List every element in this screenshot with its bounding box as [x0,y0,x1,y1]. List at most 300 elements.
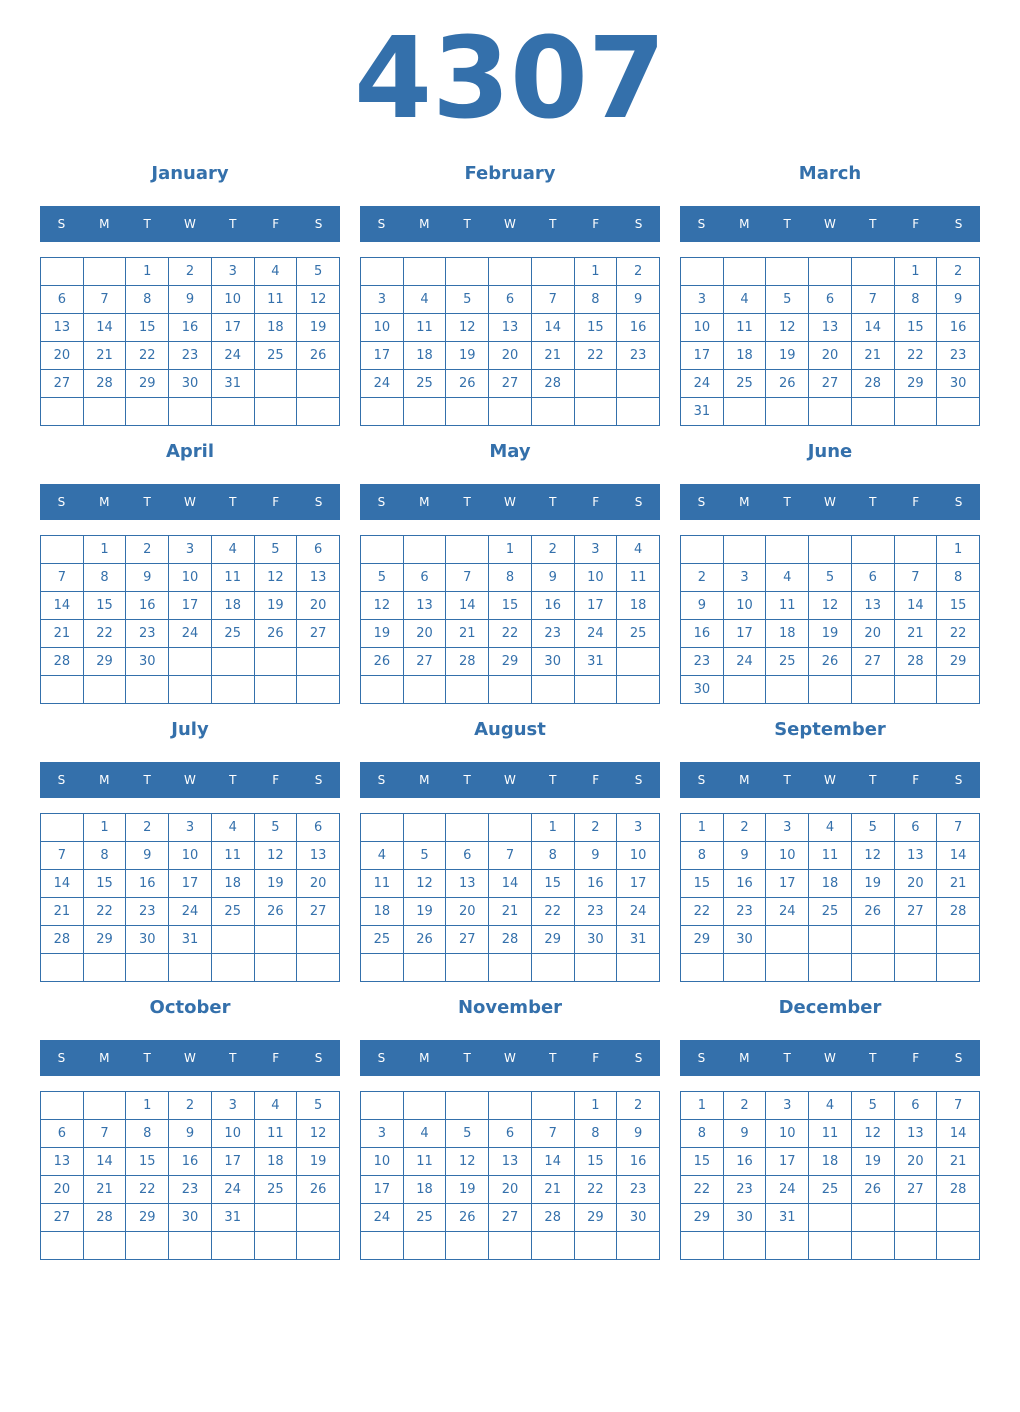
day-cell: 2 [617,1092,660,1120]
day-cell: 3 [766,1092,809,1120]
empty-day-cell [895,398,938,426]
day-cell: 13 [41,1148,84,1176]
day-cell: 24 [617,898,660,926]
weekday-label: F [272,495,280,509]
day-cell: 5 [852,1092,895,1120]
empty-day-cell [575,370,618,398]
day-cell: 26 [446,1204,489,1232]
day-cell: 7 [41,564,84,592]
day-cell: 6 [895,814,938,842]
day-cell: 8 [575,286,618,314]
empty-day-cell [852,676,895,704]
empty-day-cell [404,1092,447,1120]
day-cell: 14 [446,592,489,620]
empty-day-cell [446,1092,489,1120]
day-cell: 5 [446,286,489,314]
day-cell: 28 [852,370,895,398]
month-name: December [778,997,882,1018]
weekday-label: S [57,773,66,787]
weekday-label: S [954,1051,963,1065]
day-cell: 27 [895,898,938,926]
day-cell: 10 [361,314,404,342]
day-cell: 23 [724,1176,767,1204]
weekday-label: W [184,1051,196,1065]
empty-day-cell [617,370,660,398]
empty-day-cell [169,954,212,982]
empty-day-cell [404,258,447,286]
month-november [360,990,660,1260]
day-cell: 29 [681,926,724,954]
day-cell: 19 [852,1148,895,1176]
day-cell: 29 [126,370,169,398]
day-cell: 16 [681,620,724,648]
day-cell: 16 [126,592,169,620]
day-cell: 1 [895,258,938,286]
day-cell: 4 [404,286,447,314]
weekday-header [40,484,340,520]
weekday-label: T [229,773,237,787]
day-cell: 20 [809,342,852,370]
day-cell: 15 [681,870,724,898]
day-cell: 14 [84,314,127,342]
empty-day-cell [446,814,489,842]
day-cell: 14 [895,592,938,620]
day-cell: 9 [532,564,575,592]
day-cell: 2 [532,536,575,564]
day-cell: 9 [126,842,169,870]
day-cell: 12 [255,564,298,592]
empty-day-cell [724,258,767,286]
weekday-label: M [419,495,430,509]
day-cell: 2 [724,814,767,842]
day-cell: 13 [809,314,852,342]
day-cell: 17 [361,342,404,370]
empty-day-cell [297,1232,340,1260]
day-cell: 20 [297,870,340,898]
day-cell: 8 [681,1120,724,1148]
empty-day-cell [212,954,255,982]
weekday-label: T [143,773,151,787]
day-cell: 27 [404,648,447,676]
day-cell: 22 [489,620,532,648]
day-cell: 11 [212,842,255,870]
day-cell: 18 [809,870,852,898]
month-name: August [474,719,546,740]
day-cell: 6 [489,286,532,314]
weekday-label: W [824,217,836,231]
day-cell: 27 [489,1204,532,1232]
day-cell: 17 [724,620,767,648]
weekday-label: T [869,773,877,787]
day-cell: 19 [255,592,298,620]
empty-day-cell [255,954,298,982]
day-cell: 24 [724,648,767,676]
day-cell: 11 [766,592,809,620]
day-cell: 30 [169,1204,212,1232]
month-may [360,434,660,704]
empty-day-cell [809,1232,852,1260]
day-cell: 6 [297,536,340,564]
weekday-label: T [869,217,877,231]
empty-day-cell [617,648,660,676]
day-cell: 13 [489,1148,532,1176]
empty-day-cell [532,1092,575,1120]
month-february [360,156,660,426]
day-cell: 23 [724,898,767,926]
weekday-label: S [314,495,323,509]
day-cell: 19 [255,870,298,898]
day-cell: 2 [617,258,660,286]
day-cell: 11 [724,314,767,342]
day-cell: 12 [297,286,340,314]
day-cell: 28 [895,648,938,676]
day-cell: 5 [297,258,340,286]
day-cell: 3 [766,814,809,842]
day-cell: 9 [724,1120,767,1148]
day-cell: 30 [126,648,169,676]
day-cell: 2 [937,258,980,286]
day-cell: 6 [297,814,340,842]
weekday-label: M [739,495,750,509]
empty-day-cell [766,676,809,704]
empty-day-cell [446,536,489,564]
day-cell: 11 [212,564,255,592]
weekday-label: S [697,1051,706,1065]
empty-day-cell [255,1232,298,1260]
day-cell: 6 [852,564,895,592]
weekday-label: S [377,1051,386,1065]
weekday-label: T [229,495,237,509]
empty-day-cell [895,954,938,982]
empty-day-cell [852,398,895,426]
month-name: January [151,163,229,184]
day-cell: 12 [446,314,489,342]
day-cell: 31 [617,926,660,954]
weekday-label: M [99,495,110,509]
day-cell: 15 [681,1148,724,1176]
weekday-label: M [99,217,110,231]
day-cell: 1 [681,814,724,842]
day-cell: 8 [532,842,575,870]
day-cell: 14 [532,314,575,342]
empty-day-cell [169,648,212,676]
empty-day-cell [937,398,980,426]
empty-day-cell [41,1092,84,1120]
day-cell: 1 [84,536,127,564]
weekday-label: T [143,217,151,231]
day-cell: 27 [297,898,340,926]
day-cell: 23 [126,898,169,926]
day-cell: 20 [41,1176,84,1204]
day-cell: 3 [361,286,404,314]
day-cell: 5 [766,286,809,314]
day-cell: 29 [84,648,127,676]
day-cell: 1 [937,536,980,564]
day-cell: 7 [446,564,489,592]
day-cell: 26 [255,898,298,926]
day-cell: 7 [895,564,938,592]
empty-day-cell [212,648,255,676]
empty-day-cell [489,954,532,982]
day-cell: 18 [809,1148,852,1176]
empty-day-cell [532,954,575,982]
weekday-label: W [504,773,516,787]
day-cell: 6 [404,564,447,592]
empty-day-cell [212,676,255,704]
day-cell: 5 [852,814,895,842]
weekday-label: S [697,217,706,231]
empty-day-cell [41,676,84,704]
empty-day-cell [532,676,575,704]
day-cell: 16 [532,592,575,620]
day-cell: 11 [809,1120,852,1148]
day-cell: 24 [212,342,255,370]
day-cell: 12 [766,314,809,342]
day-cell: 29 [532,926,575,954]
day-cell: 29 [575,1204,618,1232]
empty-day-cell [809,926,852,954]
empty-day-cell [212,1232,255,1260]
weekday-label: S [634,495,643,509]
day-cell: 2 [169,1092,212,1120]
day-cell: 4 [361,842,404,870]
weekday-label: S [377,495,386,509]
weekday-label: T [549,217,557,231]
day-cell: 31 [575,648,618,676]
empty-day-cell [532,1232,575,1260]
weekday-label: T [463,217,471,231]
day-cell: 3 [212,1092,255,1120]
day-cell: 30 [724,926,767,954]
weekday-label: T [549,773,557,787]
day-cell: 25 [255,1176,298,1204]
day-cell: 3 [681,286,724,314]
day-cell: 6 [895,1092,938,1120]
day-cell: 17 [617,870,660,898]
weekday-label: S [377,773,386,787]
empty-day-cell [361,1092,404,1120]
day-cell: 3 [169,814,212,842]
empty-day-cell [895,1204,938,1232]
empty-day-cell [617,1232,660,1260]
day-cell: 22 [681,898,724,926]
day-cell: 11 [617,564,660,592]
weekday-label: F [912,217,920,231]
day-cell: 28 [937,1176,980,1204]
day-cell: 30 [681,676,724,704]
day-cell: 2 [126,814,169,842]
day-cell: 15 [126,314,169,342]
day-cell: 9 [617,286,660,314]
empty-day-cell [532,258,575,286]
day-cell: 16 [169,1148,212,1176]
day-cell: 31 [169,926,212,954]
empty-day-cell [169,1232,212,1260]
empty-day-cell [297,398,340,426]
day-cell: 7 [937,814,980,842]
weekday-label: W [824,495,836,509]
weekday-label: F [592,1051,600,1065]
day-cell: 8 [126,286,169,314]
day-cell: 22 [532,898,575,926]
day-cell: 21 [532,1176,575,1204]
day-cell: 5 [446,1120,489,1148]
empty-day-cell [532,398,575,426]
month-name: July [171,719,209,740]
day-cell: 26 [255,620,298,648]
day-cell: 10 [766,1120,809,1148]
day-cell: 28 [84,1204,127,1232]
day-cell: 13 [41,314,84,342]
day-cell: 12 [852,842,895,870]
day-cell: 10 [681,314,724,342]
day-cell: 1 [575,1092,618,1120]
day-cell: 22 [895,342,938,370]
empty-day-cell [126,954,169,982]
empty-day-cell [809,258,852,286]
empty-day-cell [681,954,724,982]
days-grid [360,535,660,704]
day-cell: 23 [681,648,724,676]
empty-day-cell [681,1232,724,1260]
day-cell: 19 [446,1176,489,1204]
day-cell: 19 [852,870,895,898]
day-cell: 23 [617,342,660,370]
empty-day-cell [724,954,767,982]
weekday-label: S [954,773,963,787]
empty-day-cell [681,258,724,286]
day-cell: 20 [297,592,340,620]
day-cell: 4 [255,258,298,286]
weekday-label: F [272,1051,280,1065]
day-cell: 29 [126,1204,169,1232]
weekday-label: T [463,495,471,509]
day-cell: 23 [169,1176,212,1204]
weekday-label: M [419,217,430,231]
day-cell: 17 [766,1148,809,1176]
day-cell: 25 [212,620,255,648]
empty-day-cell [404,676,447,704]
day-cell: 8 [84,842,127,870]
empty-day-cell [766,536,809,564]
weekday-label: W [504,1051,516,1065]
day-cell: 24 [766,898,809,926]
day-cell: 29 [681,1204,724,1232]
day-cell: 5 [255,536,298,564]
day-cell: 14 [41,592,84,620]
day-cell: 23 [126,620,169,648]
day-cell: 7 [852,286,895,314]
day-cell: 17 [212,314,255,342]
empty-day-cell [297,1204,340,1232]
day-cell: 19 [809,620,852,648]
day-cell: 1 [575,258,618,286]
day-cell: 29 [895,370,938,398]
weekday-label: T [783,217,791,231]
empty-day-cell [361,536,404,564]
day-cell: 21 [84,1176,127,1204]
day-cell: 27 [446,926,489,954]
empty-day-cell [724,676,767,704]
day-cell: 25 [255,342,298,370]
day-cell: 17 [766,870,809,898]
weekday-label: W [504,495,516,509]
day-cell: 15 [575,1148,618,1176]
month-name: June [807,441,853,462]
empty-day-cell [84,1092,127,1120]
empty-day-cell [169,398,212,426]
day-cell: 2 [681,564,724,592]
day-cell: 20 [489,342,532,370]
day-cell: 20 [41,342,84,370]
day-cell: 3 [617,814,660,842]
days-grid [680,813,980,982]
day-cell: 27 [809,370,852,398]
empty-day-cell [255,676,298,704]
day-cell: 13 [852,592,895,620]
empty-day-cell [84,676,127,704]
weekday-header [680,206,980,242]
day-cell: 13 [297,842,340,870]
days-grid [40,535,340,704]
month-august [360,712,660,982]
empty-day-cell [361,814,404,842]
weekday-label: M [419,1051,430,1065]
weekday-label: F [912,495,920,509]
day-cell: 6 [41,286,84,314]
weekday-label: T [783,773,791,787]
day-cell: 20 [404,620,447,648]
day-cell: 2 [575,814,618,842]
day-cell: 13 [895,842,938,870]
calendar-year-title: 4307 [354,14,666,144]
empty-day-cell [255,1204,298,1232]
day-cell: 16 [617,1148,660,1176]
day-cell: 31 [681,398,724,426]
days-grid [40,1091,340,1260]
weekday-header [360,762,660,798]
day-cell: 9 [126,564,169,592]
day-cell: 21 [895,620,938,648]
day-cell: 19 [446,342,489,370]
day-cell: 27 [895,1176,938,1204]
day-cell: 9 [575,842,618,870]
day-cell: 19 [766,342,809,370]
day-cell: 26 [361,648,404,676]
day-cell: 22 [84,898,127,926]
day-cell: 18 [255,314,298,342]
day-cell: 12 [809,592,852,620]
day-cell: 18 [212,870,255,898]
day-cell: 11 [809,842,852,870]
day-cell: 28 [41,648,84,676]
empty-day-cell [84,1232,127,1260]
day-cell: 16 [724,1148,767,1176]
day-cell: 18 [361,898,404,926]
weekday-label: S [377,217,386,231]
day-cell: 1 [126,1092,169,1120]
empty-day-cell [895,536,938,564]
day-cell: 7 [937,1092,980,1120]
day-cell: 25 [404,370,447,398]
month-name: February [464,163,556,184]
empty-day-cell [41,258,84,286]
day-cell: 25 [809,898,852,926]
empty-day-cell [84,954,127,982]
day-cell: 27 [41,370,84,398]
days-grid [680,257,980,426]
day-cell: 21 [489,898,532,926]
